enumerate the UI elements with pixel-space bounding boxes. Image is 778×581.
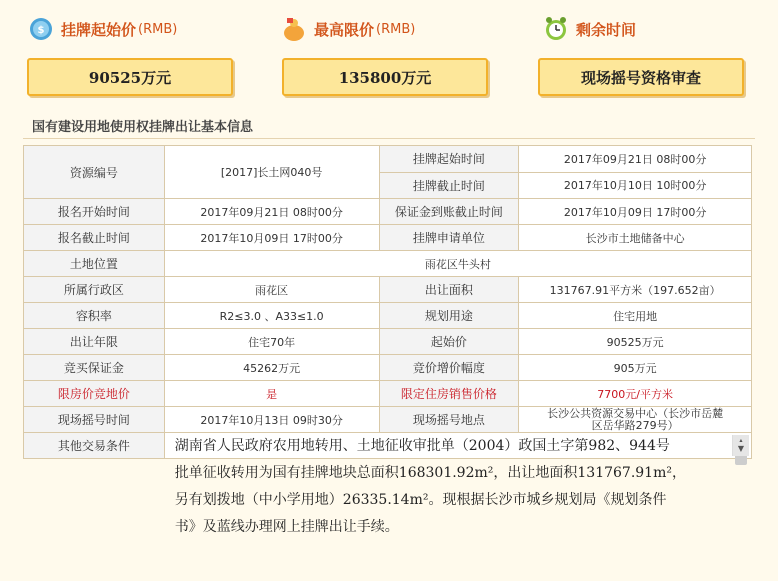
scroll-down-arrow-icon[interactable]: ▼ (733, 442, 749, 456)
term: 住宅70年 (164, 329, 379, 355)
listing-end-label: 挂牌截止时间 (379, 172, 519, 199)
other-conditions-label: 其他交易条件 (24, 433, 165, 459)
price-limit-label: 限房价竞地价 (24, 381, 165, 407)
sale-price: 7700元/平方米 (519, 381, 752, 407)
condition-line: 另有划拨地（中小学用地）26335.14m²。现根据长沙市城乡规划局《规划条件 (174, 492, 667, 508)
signup-start-label: 报名开始时间 (24, 199, 165, 225)
resource-no-label: 资源编号 (24, 146, 165, 199)
lottery-place-line: 长沙公共资源交易中心（长沙市岳麓 (547, 406, 724, 420)
applicant: 长沙市土地储备中心 (519, 225, 752, 251)
district: 雨花区 (164, 277, 379, 303)
condition-line: 书》及蓝线办理网上挂牌出让手续。 (174, 519, 399, 535)
lottery-time-label: 现场摇号时间 (24, 407, 165, 433)
listing-start: 2017年09月21日 08时00分 (519, 146, 752, 173)
start-price-box: 90525万元 (27, 58, 233, 96)
max-price-header (281, 16, 415, 42)
other-conditions-text[interactable] (175, 433, 729, 575)
applicant-label: 挂牌申请单位 (379, 225, 519, 251)
coin-icon (28, 16, 54, 42)
location: 雨花区牛头村 (164, 251, 751, 277)
listing-end: 2017年10月10日 10时00分 (519, 172, 752, 199)
table-row (24, 251, 752, 277)
max-price-label: 最高限价 (314, 20, 375, 39)
svg-text:$: $ (37, 25, 45, 36)
bid-deposit-label: 竞买保证金 (24, 355, 165, 381)
table-row (24, 225, 752, 251)
listing-start-label: 挂牌起始时间 (379, 146, 519, 173)
table-row (24, 355, 752, 381)
table-row (24, 146, 752, 173)
table-row (24, 407, 752, 433)
status-box: 现场摇号资格审查 (538, 58, 744, 96)
far-label: 容积率 (24, 303, 165, 329)
scrollbar[interactable] (732, 435, 749, 456)
use: 住宅用地 (519, 303, 752, 329)
table-row (24, 329, 752, 355)
table-row (24, 303, 752, 329)
max-price-box: 135800万元 (282, 58, 488, 96)
signup-end-label: 报名截止时间 (24, 225, 165, 251)
area-label: 出让面积 (379, 277, 519, 303)
signup-start: 2017年09月21日 08时00分 (164, 199, 379, 225)
alarm-clock-icon (543, 16, 569, 42)
start-price-row-label: 起始价 (379, 329, 519, 355)
sale-price-label: 限定住房销售价格 (379, 381, 519, 407)
table-row (24, 199, 752, 225)
start-price-value: 90525万元 (519, 329, 752, 355)
bid-deposit: 45262万元 (164, 355, 379, 381)
lottery-time: 2017年10月13日 09时30分 (164, 407, 379, 433)
far: R2≤3.0 、A33≤1.0 (164, 303, 379, 329)
district-label: 所属行政区 (24, 277, 165, 303)
deposit-deadline-label: 保证金到账截止时间 (379, 199, 519, 225)
increment: 905万元 (519, 355, 752, 381)
remaining-time-label: 剩余时间 (576, 20, 637, 39)
location-label: 土地位置 (24, 251, 165, 277)
other-conditions-cell (164, 433, 751, 535)
section-title: 国有建设用地使用权挂牌出让基本信息 (32, 120, 254, 135)
condition-line: 批单征收转用为国有挂牌地块总面积168301.92m²，出让地面积131767.91m²， (174, 465, 686, 481)
max-price-unit: (RMB) (376, 21, 416, 37)
signup-end: 2017年10月09日 17时00分 (164, 225, 379, 251)
price-limit: 是 (164, 381, 379, 407)
start-price-header (28, 16, 177, 42)
info-table (23, 145, 752, 535)
start-price-label: 挂牌起始价 (61, 20, 137, 39)
use-label: 规划用途 (379, 303, 519, 329)
lottery-place-line: 区岳华路279号） (591, 418, 679, 432)
term-label: 出让年限 (24, 329, 165, 355)
lottery-place (519, 407, 752, 433)
lottery-place-label: 现场摇号地点 (379, 407, 519, 433)
condition-line: 湖南省人民政府农用地转用、土地征收审批单（2004）政国土字第982、944号 (174, 438, 670, 454)
area: 131767.91平方米（197.652亩） (519, 277, 752, 303)
deposit-deadline: 2017年10月09日 17时00分 (519, 199, 752, 225)
table-row (24, 433, 752, 459)
resource-no: [2017]长土网040号 (164, 146, 379, 199)
increment-label: 竞价增价幅度 (379, 355, 519, 381)
table-row (24, 381, 752, 407)
start-price-unit: (RMB) (138, 21, 178, 37)
remaining-time-header (543, 16, 636, 42)
divider (23, 138, 755, 139)
table-row (24, 277, 752, 303)
money-bag-icon (281, 16, 307, 42)
